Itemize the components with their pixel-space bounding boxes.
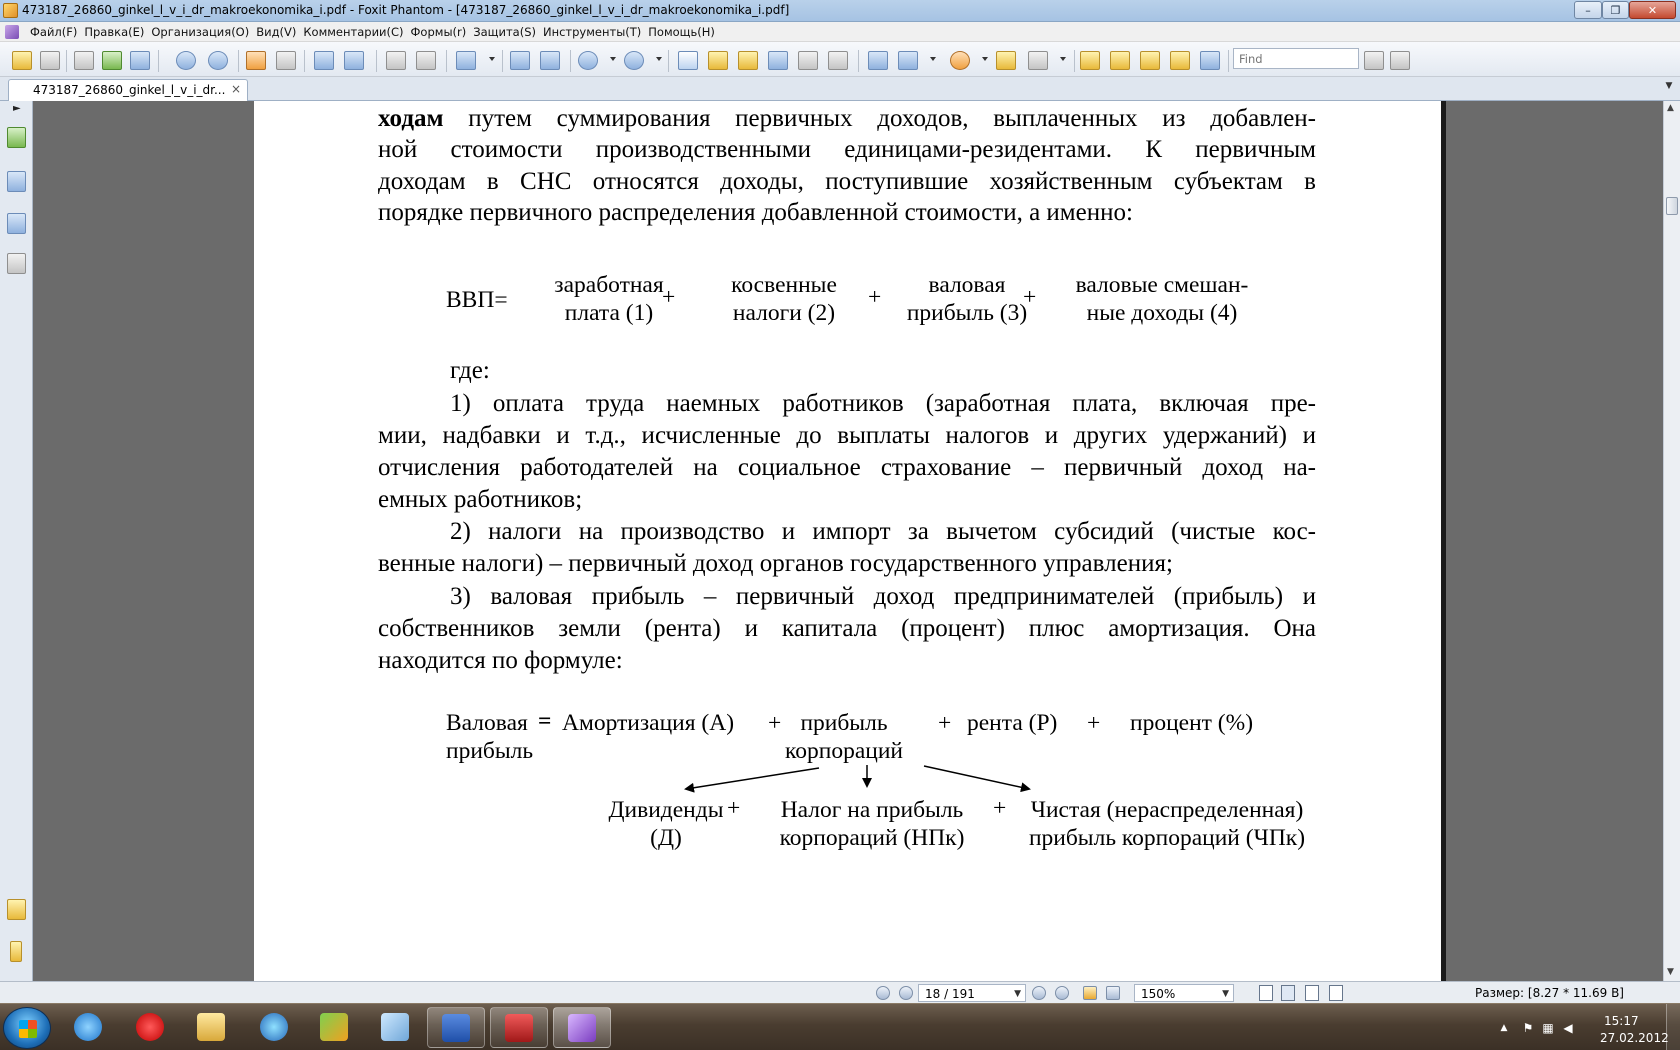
sign-pen-icon[interactable] bbox=[996, 51, 1016, 70]
bookmarks-panel-icon[interactable] bbox=[7, 127, 26, 148]
window-title: 473187_26860_ginkel_l_v_i_dr_makroekonomika_i.pdf - Foxit Phantom - [473187_26860_ginkel_l_v_i_dr_makroekonomika_i.pdf] bbox=[22, 3, 790, 17]
text-line: 1) оплата труда наемных работников (заработная плата, включая пре- bbox=[450, 390, 1316, 417]
chevron-down-icon[interactable] bbox=[656, 57, 662, 61]
menu-tools[interactable]: Инструменты(T) bbox=[542, 25, 642, 39]
clock-date[interactable]: 27.02.2012 bbox=[1600, 1031, 1669, 1045]
app-icon bbox=[320, 1013, 348, 1041]
document-viewport[interactable] bbox=[34, 101, 1663, 981]
formula-term: валовые смешан- ные доходы (4) bbox=[1075, 272, 1249, 326]
arrow-to-dividends bbox=[686, 768, 819, 789]
redo-icon[interactable] bbox=[416, 51, 436, 70]
action-center-flag-icon[interactable]: ⚑ bbox=[1522, 1021, 1534, 1035]
text-line: отчисления работодателей на социальное страхование – первичный доход на- bbox=[378, 454, 1316, 481]
formula-plus: + bbox=[727, 795, 741, 821]
forward-arrow-icon[interactable] bbox=[276, 51, 296, 70]
text-line: 3) валовая прибыль – первичный доход предпринимателей (прибыль) и bbox=[450, 583, 1316, 610]
word-icon bbox=[442, 1014, 470, 1042]
arrow-to-net-profit bbox=[924, 766, 1029, 789]
pdf-page bbox=[254, 101, 1446, 981]
attachments-paperclip-icon[interactable] bbox=[10, 941, 22, 962]
formula-term: процент (%) bbox=[1130, 710, 1254, 736]
save-icon[interactable] bbox=[40, 51, 60, 70]
formula-plus: + bbox=[1023, 284, 1037, 310]
text-line: находится по формуле: bbox=[378, 647, 623, 674]
windows-logo-icon bbox=[19, 1020, 37, 1038]
select-arrow-icon[interactable] bbox=[738, 51, 758, 70]
text-line: мии, надбавки и т.д., исчисленные до выплаты налогов и других удержаний) и bbox=[378, 422, 1316, 449]
foxit-phantom-icon bbox=[568, 1014, 596, 1042]
taskbar-notepad[interactable] bbox=[367, 1007, 425, 1048]
menu-edit[interactable]: Правка(E) bbox=[84, 25, 145, 39]
layers-panel-icon[interactable] bbox=[7, 253, 26, 274]
page-size-label: Размер: [8.27 * 11.69 В] bbox=[1475, 986, 1624, 1000]
taskbar-foxit[interactable] bbox=[553, 1007, 611, 1048]
clock-time[interactable]: 15:17 bbox=[1604, 1014, 1639, 1028]
main-toolbar bbox=[0, 42, 1680, 77]
menu-organize[interactable]: Организация(O) bbox=[151, 25, 250, 39]
select-text-icon[interactable] bbox=[708, 51, 728, 70]
taskbar-ie[interactable] bbox=[60, 1007, 118, 1048]
comments-panel-icon[interactable] bbox=[7, 899, 26, 920]
network-icon[interactable]: ▦ bbox=[1542, 1021, 1554, 1035]
menu-comments[interactable]: Комментарии(C) bbox=[303, 25, 404, 39]
navigation-sidebar bbox=[0, 101, 33, 981]
document-tab-label: 473187_26860_ginkel_l_v_i_dr... bbox=[33, 83, 226, 97]
tab-close-icon[interactable]: × bbox=[230, 82, 241, 96]
page-number-field[interactable]: 18 / 191 ▼ bbox=[918, 984, 1026, 1002]
single-page-view-icon[interactable] bbox=[1259, 985, 1273, 1001]
previous-page-icon[interactable] bbox=[176, 51, 196, 70]
fit-page-icon[interactable] bbox=[510, 51, 530, 70]
print-icon[interactable] bbox=[74, 51, 94, 70]
text-line: порядке первичного распределения добавленной стоимости, а именно: bbox=[378, 199, 1133, 226]
formula-term: косвенные налоги (2) bbox=[731, 272, 837, 326]
text-line: доходам в СНС относятся доходы, поступившие хозяйственным субъектам в bbox=[378, 168, 1316, 195]
text-line: ходам путем суммирования первичных доходов, выплаченных из добавлен- bbox=[378, 105, 1316, 132]
formula-term: прибыль корпораций bbox=[785, 710, 903, 764]
stamp-icon[interactable] bbox=[950, 51, 970, 70]
notepad-icon bbox=[381, 1013, 409, 1041]
rectangle-tool-icon[interactable] bbox=[868, 51, 888, 70]
scanner-icon[interactable] bbox=[130, 51, 150, 70]
show-desktop-button[interactable] bbox=[1666, 1004, 1680, 1050]
signatures-panel-icon[interactable] bbox=[7, 213, 26, 234]
expand-panel-icon[interactable]: ► bbox=[13, 103, 21, 114]
formula-plus: + bbox=[938, 710, 952, 736]
insert-pages-icon[interactable] bbox=[344, 51, 364, 70]
zoom-plus-icon[interactable] bbox=[624, 51, 644, 70]
zoom-out-icon[interactable] bbox=[578, 51, 598, 70]
formula-term: Чистая (нераспределенная) прибыль корпораций (ЧПк) bbox=[1028, 797, 1306, 851]
text-line: где: bbox=[450, 357, 490, 384]
last-page-icon[interactable] bbox=[1055, 986, 1069, 1000]
next-page-icon[interactable] bbox=[208, 51, 228, 70]
chevron-down-icon[interactable] bbox=[982, 57, 988, 61]
history-forward-icon[interactable] bbox=[1106, 986, 1120, 1000]
minimize-button[interactable]: – bbox=[1574, 1, 1602, 19]
globe-icon bbox=[260, 1013, 288, 1041]
menu-view[interactable]: Вид(V) bbox=[256, 25, 297, 39]
folder-icon bbox=[197, 1013, 225, 1041]
find-binoculars-icon[interactable] bbox=[768, 51, 788, 70]
tab-list-chevron-icon[interactable]: ▼ bbox=[1665, 81, 1673, 91]
volume-icon[interactable]: ◀ bbox=[1563, 1021, 1573, 1035]
extract-pages-icon[interactable] bbox=[314, 51, 334, 70]
formula-plus: + bbox=[768, 710, 782, 736]
taskbar-word[interactable] bbox=[427, 1007, 485, 1048]
formula-equals: = bbox=[538, 708, 552, 734]
formula-term: заработная плата (1) bbox=[554, 272, 664, 326]
first-page-icon[interactable] bbox=[876, 986, 890, 1000]
open-folder-icon[interactable] bbox=[12, 51, 32, 70]
windows-taskbar bbox=[0, 1003, 1680, 1050]
chevron-down-icon[interactable]: ▼ bbox=[1014, 989, 1021, 999]
formula-lhs: ВВП= bbox=[446, 287, 508, 313]
form-field-icon[interactable] bbox=[1110, 51, 1130, 70]
formula-plus: + bbox=[662, 284, 676, 310]
chevron-down-icon[interactable] bbox=[610, 57, 616, 61]
menu-protect[interactable]: Защита(S) bbox=[473, 25, 536, 39]
formula-term: рента (Р) bbox=[967, 710, 1058, 736]
note-edit-icon[interactable] bbox=[1080, 51, 1100, 70]
find-previous-icon[interactable] bbox=[1364, 51, 1384, 70]
chevron-down-icon[interactable] bbox=[1060, 57, 1066, 61]
document-tab[interactable] bbox=[8, 79, 248, 101]
menu-file[interactable]: Файл(F) bbox=[30, 25, 78, 39]
formula-term: валовая прибыль (3) bbox=[906, 272, 1028, 326]
pages-panel-icon[interactable] bbox=[7, 171, 26, 192]
vertical-scrollbar[interactable] bbox=[1663, 101, 1680, 981]
chevron-down-icon[interactable] bbox=[930, 57, 936, 61]
arrow-tool-icon[interactable] bbox=[1200, 51, 1220, 70]
start-button[interactable] bbox=[3, 1007, 51, 1049]
zoom-select[interactable]: 150% ▼ bbox=[1134, 984, 1234, 1002]
continuous-view-icon[interactable] bbox=[1281, 985, 1295, 1001]
snapshot-camera-icon[interactable] bbox=[828, 51, 848, 70]
menu-bar bbox=[0, 22, 1680, 42]
taskbar-explorer[interactable] bbox=[183, 1007, 241, 1048]
title-bar bbox=[0, 0, 1680, 22]
hand-tool-icon[interactable] bbox=[678, 51, 698, 70]
text-line: ной стоимости производственными единицами-резидентами. К первичным bbox=[378, 136, 1316, 163]
next-page-icon[interactable] bbox=[1032, 986, 1046, 1000]
taskbar-globe[interactable] bbox=[246, 1007, 304, 1048]
opera-icon bbox=[136, 1013, 164, 1041]
formula-term: Дивиденды (Д) bbox=[608, 797, 724, 851]
formula-plus: + bbox=[868, 284, 882, 310]
tray-expand-icon[interactable]: ▲ bbox=[1500, 1023, 1508, 1033]
taskbar-app[interactable] bbox=[306, 1007, 364, 1048]
kaspersky-icon bbox=[505, 1014, 533, 1042]
scroll-up-icon[interactable]: ▲ bbox=[1667, 103, 1674, 113]
text-line: собственников земли (рента) и капитала (процент) плюс амортизация. Она bbox=[378, 615, 1316, 642]
formula-lhs: Валовая прибыль bbox=[446, 710, 534, 764]
document-menu-icon[interactable] bbox=[5, 25, 19, 39]
continuous-facing-view-icon[interactable] bbox=[1329, 985, 1343, 1001]
taskbar-kaspersky[interactable] bbox=[490, 1007, 548, 1048]
find-input[interactable] bbox=[1233, 48, 1359, 69]
history-back-icon[interactable] bbox=[1083, 986, 1097, 1000]
fit-width-icon[interactable] bbox=[540, 51, 560, 70]
close-button[interactable]: ✕ bbox=[1629, 1, 1676, 19]
text-line: емных работников; bbox=[378, 486, 583, 513]
menu-forms[interactable]: Формы(r) bbox=[410, 25, 467, 39]
text-line: венные налоги) – первичный доход органов государственного управления; bbox=[378, 550, 1173, 577]
chevron-down-icon[interactable] bbox=[489, 57, 495, 61]
prev-page-icon[interactable] bbox=[899, 986, 913, 1000]
find-next-icon[interactable] bbox=[1390, 51, 1410, 70]
typewriter-icon[interactable] bbox=[798, 51, 818, 70]
chevron-down-icon[interactable]: ▼ bbox=[1222, 989, 1229, 999]
scroll-down-icon[interactable]: ▼ bbox=[1667, 967, 1674, 977]
foxit-app-icon[interactable] bbox=[3, 3, 18, 18]
zoom-in-icon[interactable] bbox=[456, 51, 476, 70]
formula-term: Налог на прибыль корпораций (НПк) bbox=[779, 797, 965, 851]
menu-help[interactable]: Помощь(H) bbox=[648, 25, 715, 39]
status-bar bbox=[0, 981, 1680, 1003]
comment-icon[interactable] bbox=[1170, 51, 1190, 70]
back-arrow-icon[interactable] bbox=[246, 51, 266, 70]
scrollbar-thumb[interactable] bbox=[1666, 197, 1678, 215]
undo-icon[interactable] bbox=[386, 51, 406, 70]
facing-view-icon[interactable] bbox=[1305, 985, 1319, 1001]
formula-plus: + bbox=[1087, 710, 1101, 736]
text-line: 2) налоги на производство и импорт за вычетом субсидий (чистые кос- bbox=[450, 518, 1316, 545]
lock-icon[interactable] bbox=[1028, 51, 1048, 70]
text-box-icon[interactable] bbox=[1140, 51, 1160, 70]
taskbar-opera[interactable] bbox=[122, 1007, 180, 1048]
edit-document-icon[interactable] bbox=[898, 51, 918, 70]
email-icon[interactable] bbox=[102, 51, 122, 70]
internet-explorer-icon bbox=[74, 1013, 102, 1041]
formula-plus: + bbox=[993, 795, 1007, 821]
document-tab-bar bbox=[0, 77, 1680, 101]
formula-term: Амортизация (А) bbox=[562, 710, 735, 736]
restore-button[interactable]: ❐ bbox=[1602, 1, 1629, 19]
